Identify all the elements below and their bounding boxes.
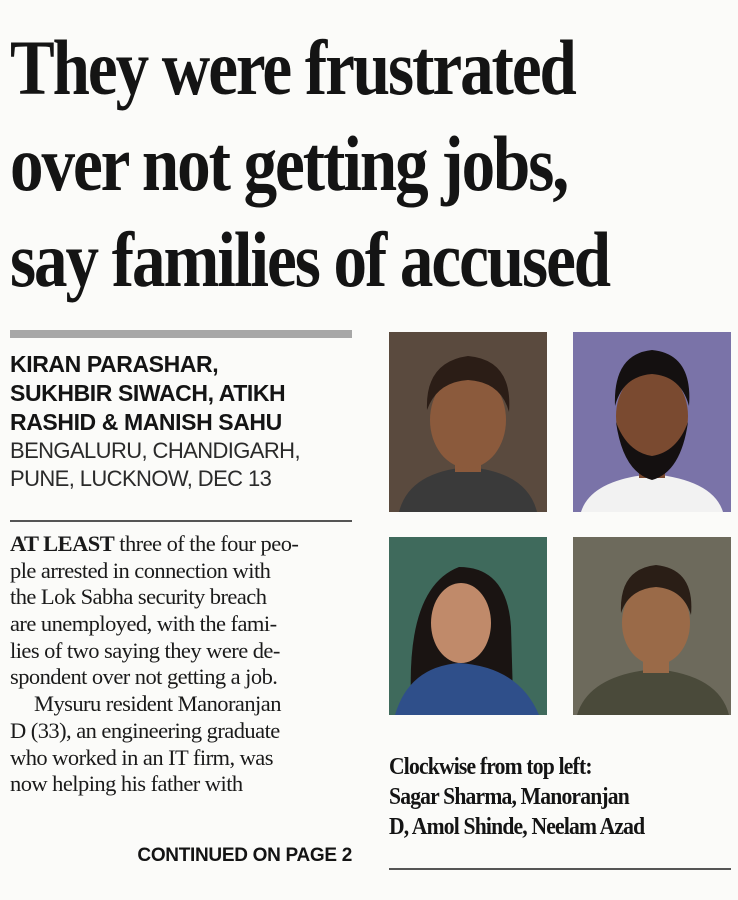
dateline [10,437,352,493]
portrait-image [573,332,731,512]
section-divider [10,520,352,522]
article-body [10,531,352,798]
body-line: D (33), an engineering graduate [10,717,280,743]
lead-in: AT LEAST [10,531,115,556]
photo-caption [389,752,700,842]
body-line: Mysuru resident Manoranjan [34,691,281,717]
body-line: the Lok Sabha security breach [10,584,267,610]
portrait-image [389,332,547,512]
photo-neelam-azad [389,537,547,715]
headline-line: over not getting jobs, [10,120,568,207]
portrait-image [389,537,547,715]
byline [10,350,352,437]
continued-on-page-link: CONTINUED ON PAGE 2 [137,845,352,866]
dateline-line: PUNE, LUCKNOW, DEC 13 [10,466,272,491]
photo-amol-shinde [573,537,731,715]
caption-line: Sagar Sharma, Manoranjan [389,784,629,810]
byline-line: RASHID & MANISH SAHU [10,409,282,435]
byline-line: KIRAN PARASHAR, [10,351,219,377]
body-line: spondent over not getting a job. [10,664,278,690]
headline-line: say families of accused [10,216,610,303]
body-line: lies of two saying they were de- [10,637,280,663]
headline-line: They were frustrated [10,24,575,111]
body-line: ple arrested in connection with [10,557,271,583]
body-line: now helping his father with [10,771,243,797]
portrait-image [573,537,731,715]
caption-line: Clockwise from top left: [389,754,592,780]
body-line: who worked in an IT firm, was [10,744,273,770]
headline [10,20,629,308]
body-line: AT LEAST three of the four peo- [10,531,299,556]
byline-line: SUKHBIR SIWACH, ATIKH [10,380,286,406]
caption-line: D, Amol Shinde, Neelam Azad [389,814,645,840]
caption-rule [389,868,731,870]
photo-manoranjan-d [573,332,731,512]
byline-rule [10,330,352,338]
photo-sagar-sharma [389,332,547,512]
dateline-line: BENGALURU, CHANDIGARH, [10,438,300,463]
body-line: are unemployed, with the fami- [10,611,277,637]
